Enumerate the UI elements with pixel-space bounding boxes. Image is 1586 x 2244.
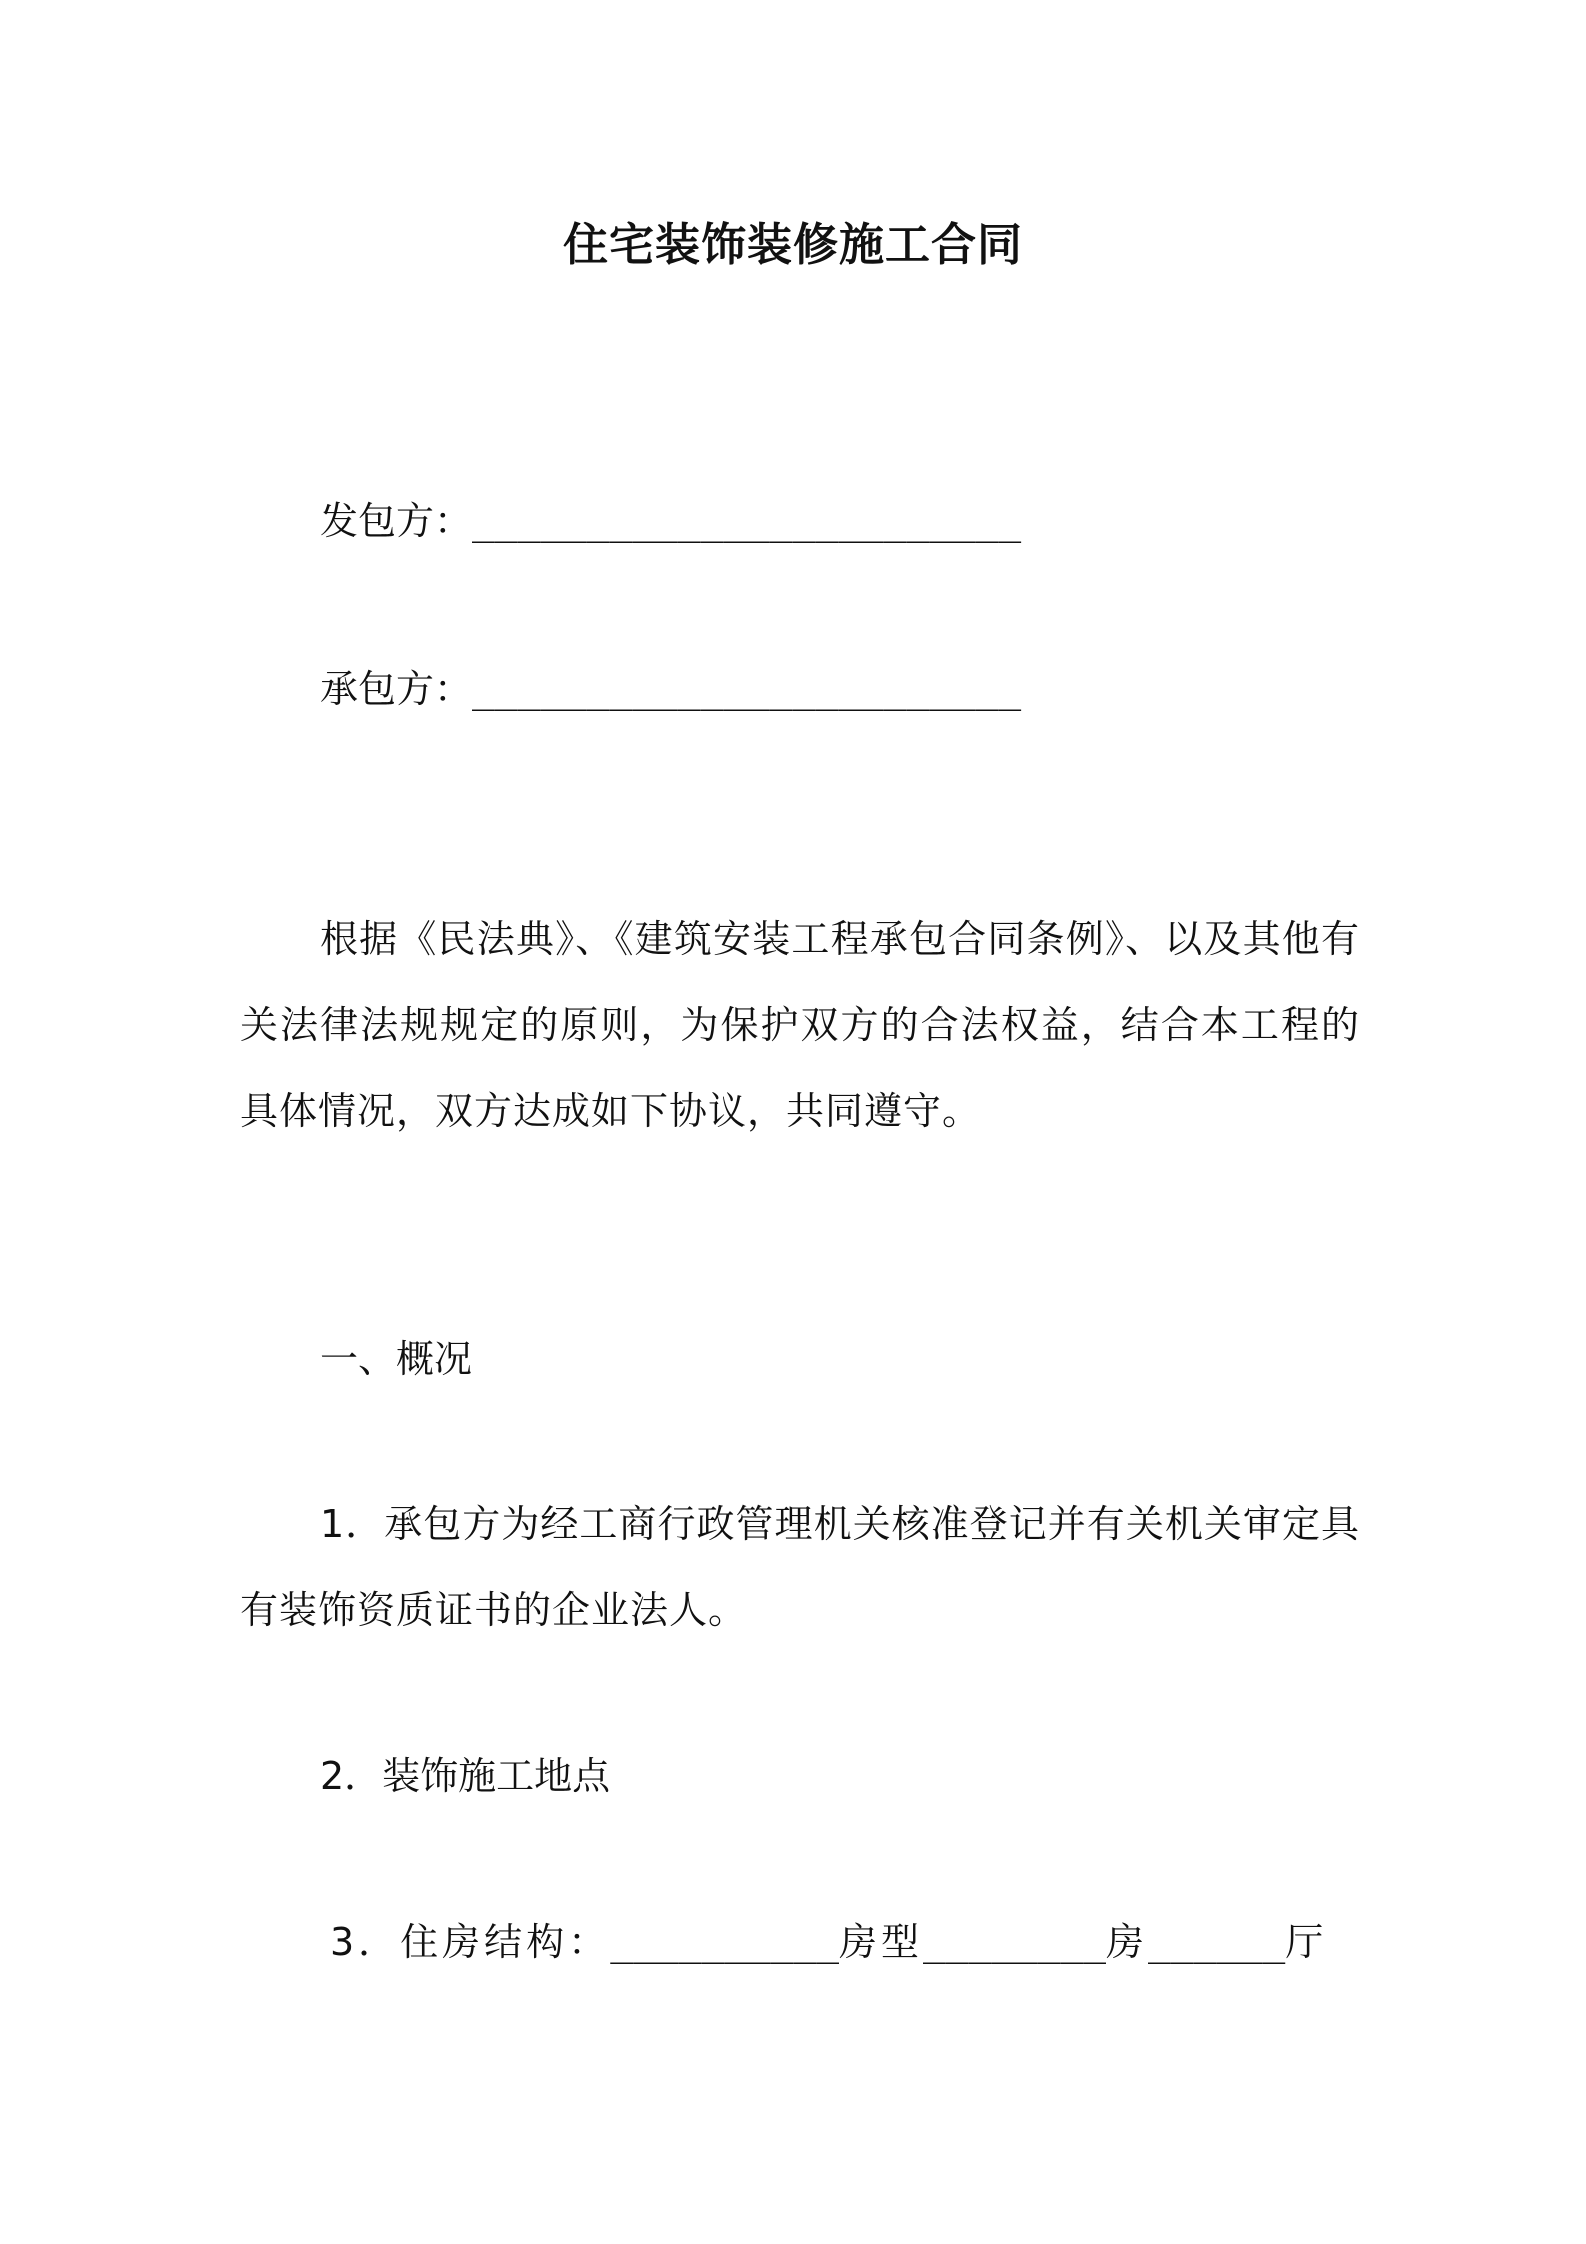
party-a-label: 发包方： [320,499,473,543]
room-unit: 房 [1106,1920,1149,1964]
hall-count-blank: ______ [1148,1920,1286,1964]
housing-structure-blank: __________ [610,1920,839,1964]
party-b-field [320,664,1021,714]
intro-paragraph: 根据《民法典》、《建筑安装工程承包合同条例》、以及其他有关法律法规规定的原则，为保护双方的合法权益，结合本工程的具体情况，双方达成如下协议，共同遵守。 [240,917,1360,1133]
housing-structure-label: 3．住房结构： [330,1920,611,1964]
document-title: 住宅装饰装修施工合同 [562,218,1023,271]
section-heading-overview: 一、概况 [320,1337,473,1381]
clause-item-3 [330,1917,1327,1967]
party-b-label: 承包方： [320,667,473,711]
room-count-blank: ________ [922,1920,1107,1964]
clause-item-2: 2．装饰施工地点 [320,1754,611,1798]
hall-unit: 厅 [1285,1920,1328,1964]
party-a-blank: ________________________ [472,499,1022,543]
room-type-unit: 房型 [838,1920,923,1964]
party-a-field [320,496,1021,546]
party-b-blank: ________________________ [472,667,1022,711]
clause-item-1: 1．承包方为经工商行政管理机关核准登记并有关机关审定具有装饰资质证书的企业法人。 [240,1502,1360,1632]
